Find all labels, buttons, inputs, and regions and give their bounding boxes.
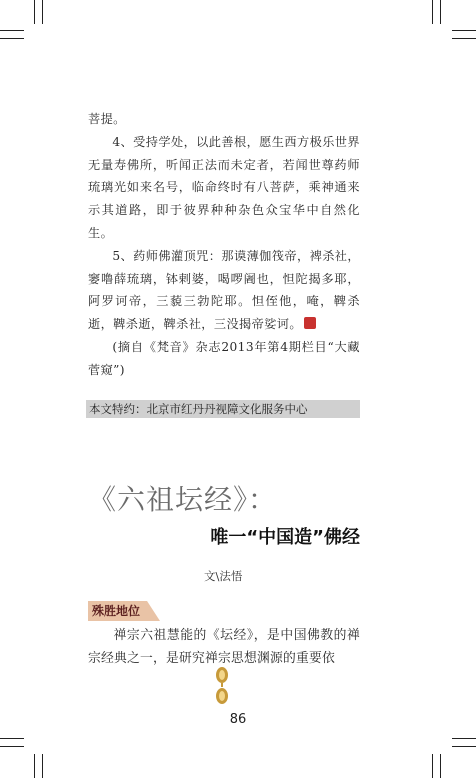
crop-mark	[440, 0, 441, 24]
crop-mark	[0, 738, 24, 739]
section-tag	[88, 601, 166, 621]
author-credit: 文\法悟	[204, 569, 243, 583]
crop-mark	[34, 0, 35, 24]
crop-mark	[0, 30, 24, 31]
paragraph: 4、受持学处，以此善根，愿生西方极乐世界无量寿佛所，听闻正法而未定者，若闻世尊药师琉璃光如来名号，临命终时有八菩萨，乘神通来示其道路，即于彼界种种杂色众宝华中自然化生。	[88, 134, 360, 240]
crop-mark	[452, 38, 476, 39]
page-number: 86	[229, 712, 247, 727]
body-text	[88, 108, 360, 382]
crop-mark	[42, 754, 43, 778]
crop-mark	[432, 0, 433, 24]
red-seal-icon	[304, 317, 316, 329]
crop-mark	[452, 30, 476, 31]
crop-mark	[452, 746, 476, 747]
paragraph: 禅宗六祖慧能的《坛经》，是中国佛教的禅宗经典之一，是研究禅宗思想渊源的重要依	[88, 628, 360, 666]
paragraph-text: 5、药师佛灌顶咒：那谟薄伽筏帝，裨杀社，窭噜薛琉璃，钵剌婆，喝啰阇也，怛陀揭多耶，阿罗诃帝，三藐三勃陀耶。怛侄他，唵，鞞杀逝，鞞杀逝，鞞杀社，三没揭帝娑诃。	[88, 248, 360, 332]
crop-mark	[0, 38, 24, 39]
crop-mark	[452, 738, 476, 739]
sponsor-banner: 本文特约：北京市红丹丹视障文化服务中心	[86, 400, 360, 418]
crop-mark	[34, 754, 35, 778]
paragraph	[88, 245, 360, 336]
article-title: 《六祖坛经》：	[88, 483, 278, 516]
section-tag-label: 殊胜地位	[92, 604, 141, 618]
crop-mark	[432, 754, 433, 778]
citation: (摘自《梵音》杂志2013年第4期栏目“大藏菅窥”)	[88, 339, 360, 377]
crop-mark	[42, 0, 43, 24]
lotus-ornament-icon	[214, 666, 230, 706]
paragraph: 菩提。	[88, 112, 126, 126]
crop-mark	[0, 746, 24, 747]
article-subtitle: 唯一“中国造”佛经	[210, 527, 360, 548]
crop-mark	[440, 754, 441, 778]
article-intro	[88, 625, 360, 671]
